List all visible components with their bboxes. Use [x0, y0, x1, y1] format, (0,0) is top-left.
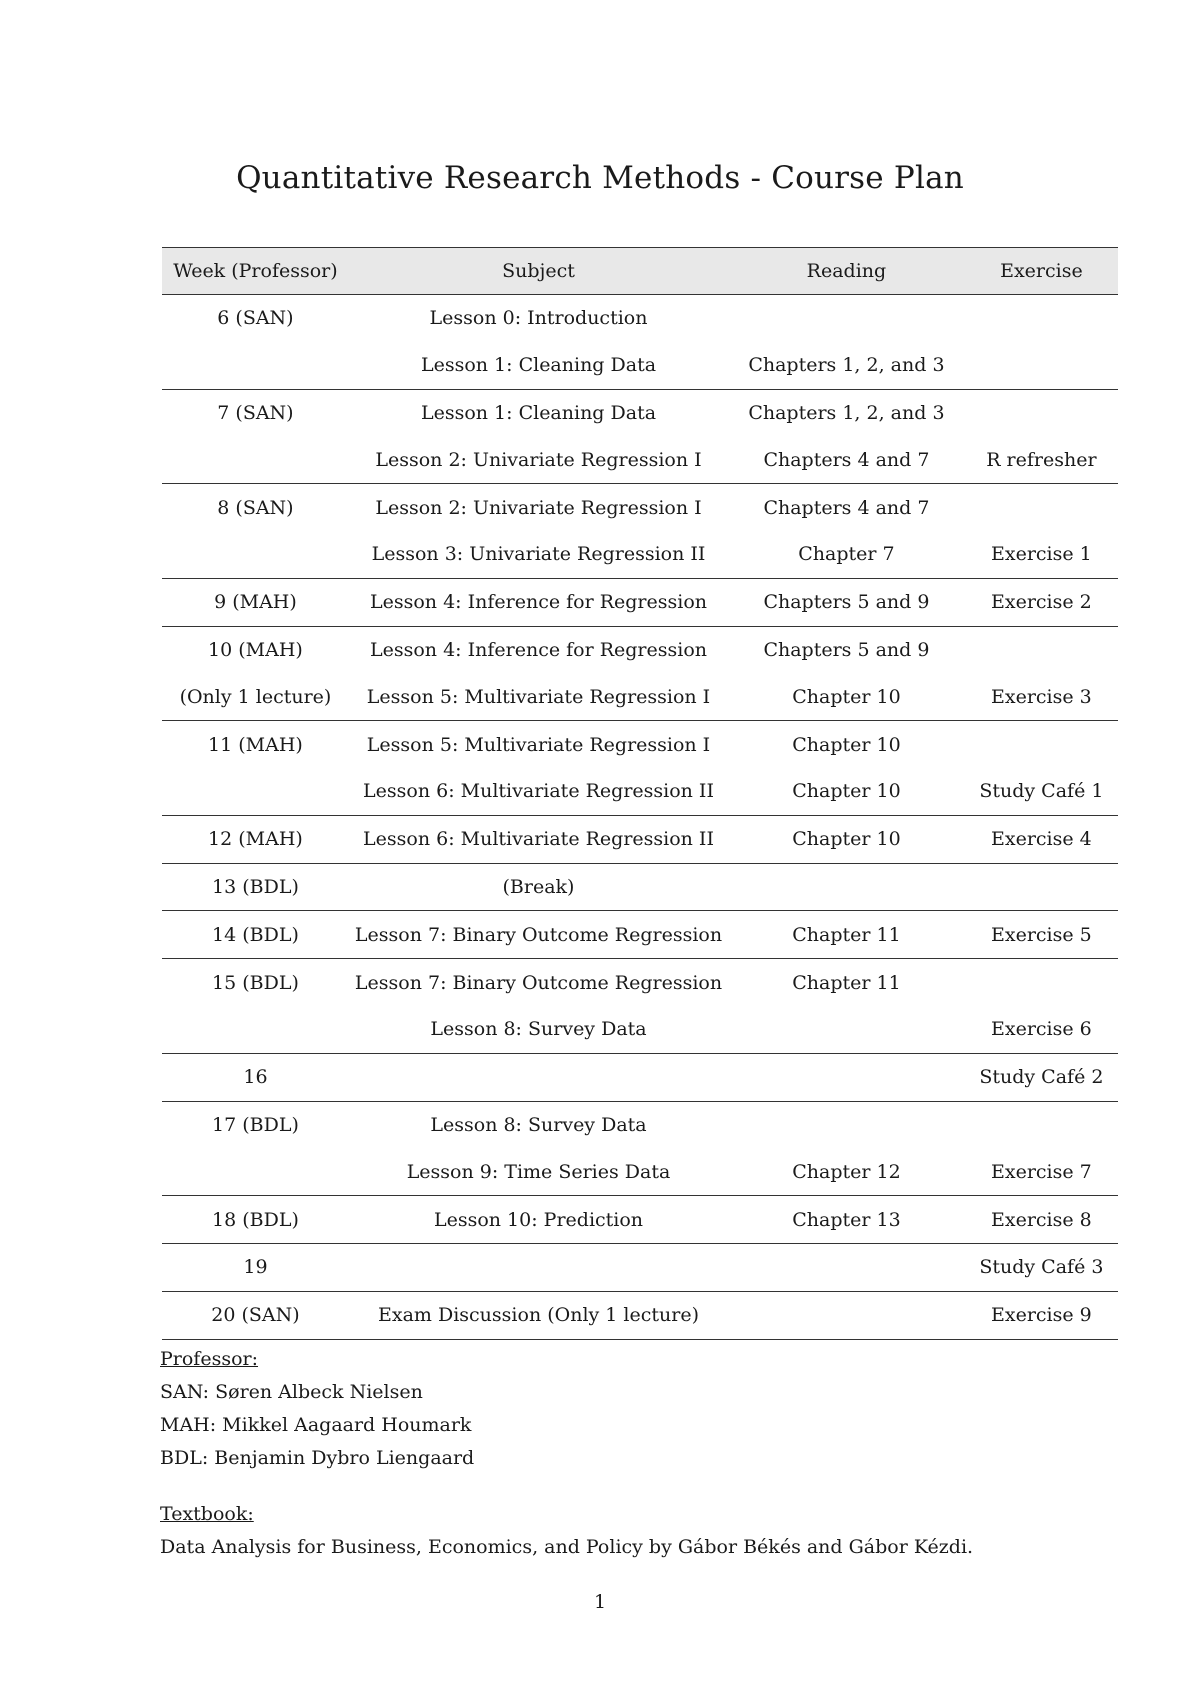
cell-exercise [965, 295, 1118, 342]
cell-reading [728, 1291, 965, 1339]
cell-exercise: Exercise 7 [965, 1148, 1118, 1195]
table-row [162, 959, 1118, 1006]
cell-subject: Lesson 7: Binary Outcome Regression [354, 971, 723, 994]
cell-subject: Lesson 6: Multivariate Regression II [349, 768, 728, 815]
cell-week: 16 [162, 1053, 349, 1101]
cell-reading: Chapters 5 and 9 [763, 638, 930, 661]
cell-reading [728, 1243, 965, 1291]
table-row [162, 342, 1118, 389]
cell-week: 10 (MAH) [208, 638, 303, 661]
table-row [162, 1101, 1118, 1148]
notes-section [160, 1343, 1120, 1564]
cell-week [162, 531, 349, 578]
cell-reading [728, 1053, 965, 1101]
cell-subject [349, 1053, 728, 1101]
cell-week: 15 (BDL) [212, 971, 299, 994]
cell-exercise: Exercise 5 [965, 911, 1118, 959]
cell-subject: Lesson 5: Multivariate Regression I [349, 673, 728, 720]
cell-exercise [965, 1101, 1118, 1148]
table-row [162, 721, 1118, 768]
cell-week: 17 (BDL) [212, 1113, 299, 1136]
cell-exercise: Exercise 3 [965, 673, 1118, 720]
table-row [162, 295, 1118, 342]
table-row [162, 1053, 1118, 1101]
table-row [162, 484, 1118, 531]
cell-exercise [965, 626, 1118, 673]
cell-week [162, 436, 349, 483]
column-header-subject: Subject [349, 248, 728, 295]
cell-reading: Chapters 1, 2, and 3 [748, 401, 945, 424]
cell-week: 7 (SAN) [217, 401, 294, 424]
cell-week [162, 342, 349, 389]
table-row [162, 436, 1118, 483]
cell-reading [728, 1006, 965, 1053]
cell-reading [728, 1101, 965, 1148]
table-row [162, 1148, 1118, 1195]
table-row [162, 626, 1118, 673]
cell-exercise: Exercise 6 [965, 1006, 1118, 1053]
page-number: 1 [593, 1591, 607, 1613]
professor-entry: MAH: Mikkel Aagaard Houmark [160, 1414, 472, 1436]
cell-subject: Lesson 4: Inference for Regression [370, 638, 707, 661]
table-row [162, 389, 1118, 436]
textbook-heading: Textbook: [160, 1503, 254, 1525]
professor-entry: BDL: Benjamin Dybro Liengaard [160, 1447, 475, 1469]
cell-week: 20 (SAN) [162, 1291, 349, 1339]
cell-exercise: Study Café 3 [965, 1243, 1118, 1291]
cell-week: 18 (BDL) [162, 1196, 349, 1244]
table-body [162, 295, 1118, 1340]
cell-reading: Chapter 10 [728, 768, 965, 815]
cell-exercise [965, 342, 1118, 389]
cell-exercise: Exercise 1 [965, 531, 1118, 578]
table-header-row [162, 248, 1118, 295]
column-header-week: Week (Professor) [162, 248, 349, 295]
cell-reading: Chapters 1, 2, and 3 [728, 342, 965, 389]
cell-subject: Lesson 1: Cleaning Data [420, 401, 657, 424]
cell-exercise [965, 863, 1118, 911]
cell-reading [728, 295, 965, 342]
cell-subject: Exam Discussion (Only 1 lecture) [349, 1291, 728, 1339]
cell-exercise: Exercise 4 [965, 815, 1118, 863]
table-row [162, 1006, 1118, 1053]
cell-week: 19 [162, 1243, 349, 1291]
cell-exercise [965, 721, 1118, 768]
professor-entry: SAN: Søren Albeck Nielsen [160, 1381, 423, 1403]
cell-exercise [965, 959, 1118, 1006]
page-title: Quantitative Research Methods - Course Plan [236, 160, 964, 196]
cell-week [162, 1006, 349, 1053]
cell-reading: Chapter 7 [728, 531, 965, 578]
cell-week [162, 1148, 349, 1195]
cell-reading [728, 863, 965, 911]
cell-subject [349, 1243, 728, 1291]
cell-subject: Lesson 9: Time Series Data [349, 1148, 728, 1195]
cell-subject: Lesson 1: Cleaning Data [349, 342, 728, 389]
table-row [162, 911, 1118, 959]
cell-reading: Chapter 12 [728, 1148, 965, 1195]
cell-subject: Lesson 10: Prediction [349, 1196, 728, 1244]
table-row [162, 578, 1118, 626]
cell-exercise: Exercise 9 [965, 1291, 1118, 1339]
cell-subject: Lesson 8: Survey Data [349, 1006, 728, 1053]
cell-exercise: R refresher [965, 436, 1118, 483]
cell-exercise [965, 389, 1118, 436]
table-row [162, 1196, 1118, 1244]
cell-week: 8 (SAN) [217, 496, 294, 519]
cell-exercise [965, 484, 1118, 531]
cell-reading: Chapter 11 [792, 971, 901, 994]
professor-heading: Professor: [160, 1348, 259, 1370]
cell-subject: Lesson 8: Survey Data [430, 1113, 647, 1136]
table-row [162, 531, 1118, 578]
cell-week: 6 (SAN) [217, 307, 294, 330]
cell-week: 14 (BDL) [162, 911, 349, 959]
cell-week: 13 (BDL) [162, 863, 349, 911]
table-row [162, 863, 1118, 911]
cell-week [162, 768, 349, 815]
cell-subject: (Break) [349, 863, 728, 911]
cell-reading: Chapters 5 and 9 [728, 578, 965, 626]
cell-week: 11 (MAH) [208, 733, 303, 756]
table-row [162, 1243, 1118, 1291]
cell-reading: Chapter 11 [728, 911, 965, 959]
cell-subject: Lesson 7: Binary Outcome Regression [349, 911, 728, 959]
cell-week: 9 (MAH) [162, 578, 349, 626]
cell-reading: Chapter 10 [728, 673, 965, 720]
cell-reading: Chapters 4 and 7 [763, 496, 930, 519]
cell-exercise: Exercise 8 [965, 1196, 1118, 1244]
table-row [162, 768, 1118, 815]
cell-subject: Lesson 2: Univariate Regression I [375, 496, 702, 519]
cell-subject: Lesson 3: Univariate Regression II [349, 531, 728, 578]
cell-subject: Lesson 6: Multivariate Regression II [349, 815, 728, 863]
course-plan-table [162, 247, 1118, 1340]
cell-subject: Lesson 4: Inference for Regression [349, 578, 728, 626]
cell-reading: Chapter 10 [728, 815, 965, 863]
table-row [162, 1291, 1118, 1339]
cell-subject: Lesson 5: Multivariate Regression I [366, 733, 711, 756]
table-row [162, 815, 1118, 863]
cell-exercise: Study Café 1 [965, 768, 1118, 815]
cell-week: (Only 1 lecture) [162, 673, 349, 720]
cell-subject: Lesson 2: Univariate Regression I [349, 436, 728, 483]
cell-reading: Chapter 13 [728, 1196, 965, 1244]
column-header-reading: Reading [728, 248, 965, 295]
cell-reading: Chapters 4 and 7 [728, 436, 965, 483]
cell-reading: Chapter 10 [792, 733, 901, 756]
cell-exercise: Study Café 2 [965, 1053, 1118, 1101]
cell-week: 12 (MAH) [162, 815, 349, 863]
cell-exercise: Exercise 2 [965, 578, 1118, 626]
column-header-exercise: Exercise [965, 248, 1118, 295]
table-row [162, 673, 1118, 720]
textbook-reference: Data Analysis for Business, Economics, and Policy by Gábor Békés and Gábor Kézdi. [160, 1536, 974, 1558]
cell-subject: Lesson 0: Introduction [429, 307, 648, 330]
